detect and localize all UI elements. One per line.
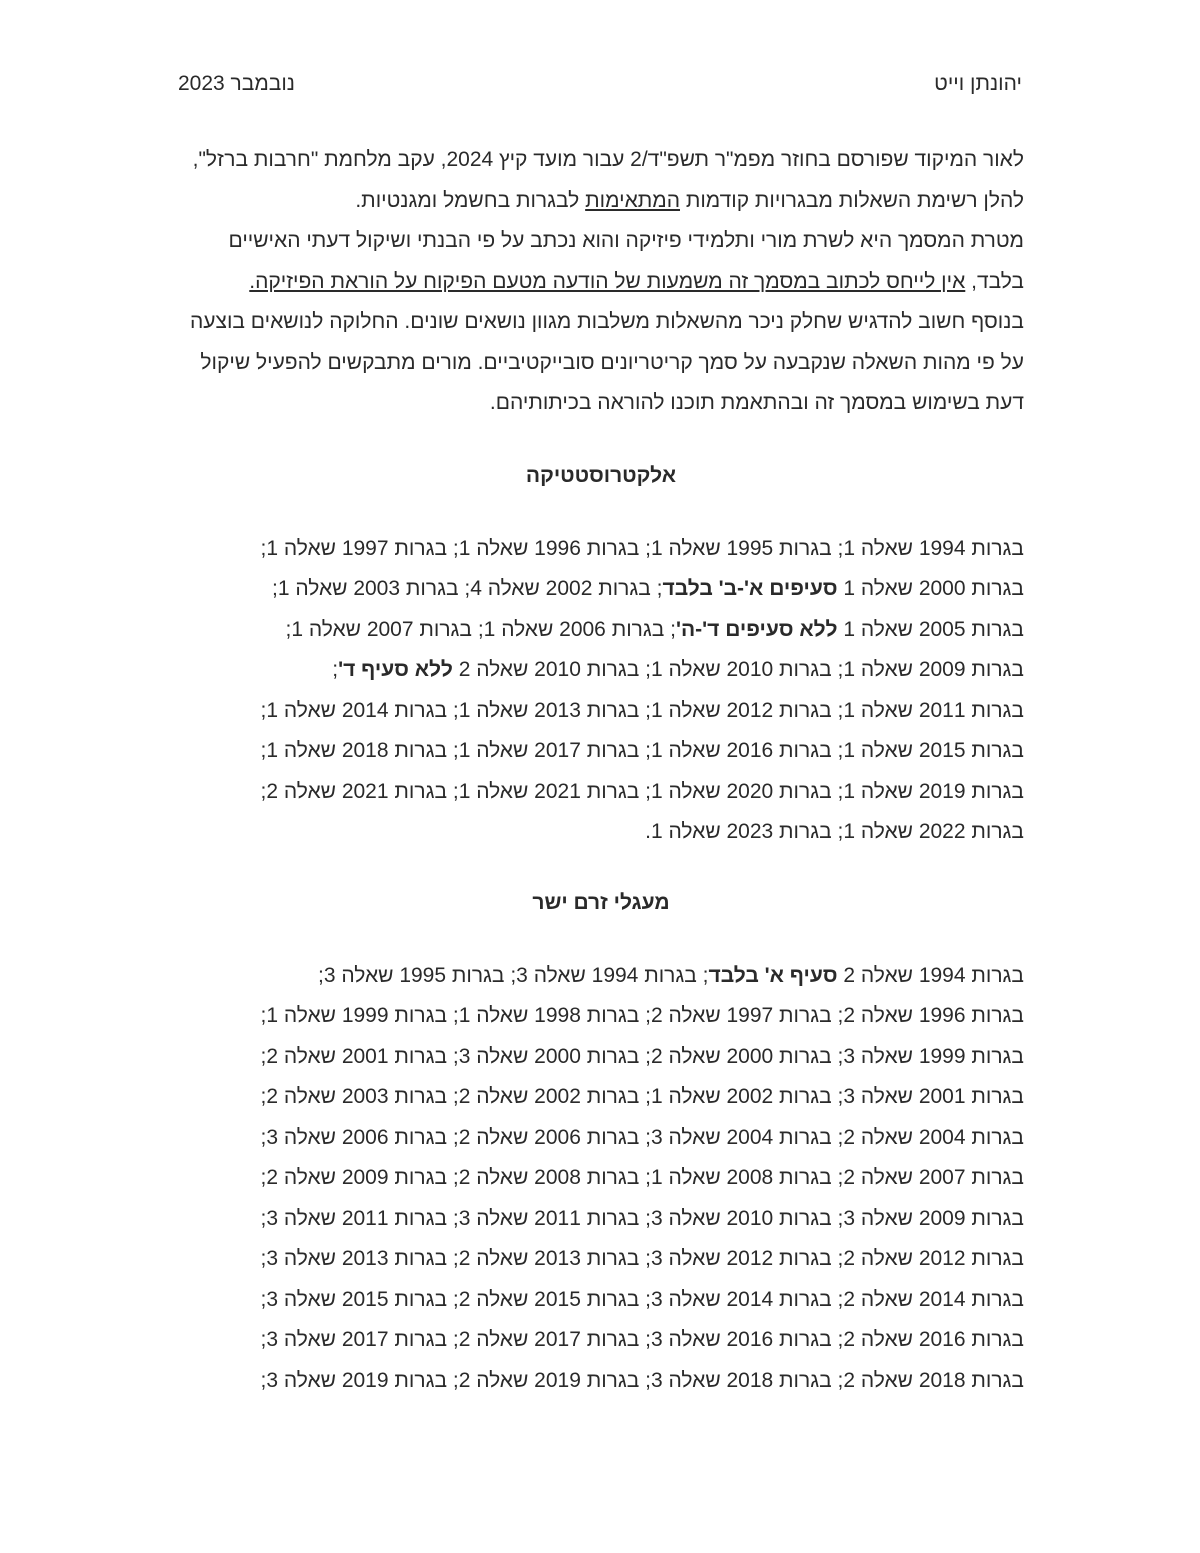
list-item-emphasis: סעיפים א'-ב' בלבד <box>662 577 838 600</box>
list-item <box>178 812 1024 853</box>
intro <box>178 140 1024 424</box>
intro-underlined: המתאימות <box>585 188 680 212</box>
list-item-emphasis: סעיף א' בלבד <box>708 963 838 987</box>
list-item-text: ; בגרות 1994 שאלה 3; בגרות 1995 שאלה 3; <box>318 963 709 987</box>
list-item-text: בגרות 2005 שאלה 1 <box>837 617 1024 641</box>
list-item-text: בגרות 1994 שאלה 1; בגרות 1995 שאלה 1; בגרות 1996 שאלה 1; בגרות 1997 שאלה 1; <box>260 536 1024 560</box>
list-item-emphasis: ללא סעיף ד' <box>338 658 453 681</box>
list-item <box>178 529 1024 570</box>
list-item-text: בגרות 1994 שאלה 2 <box>837 963 1024 987</box>
intro-text: לבגרות בחשמל ומגנטיות. <box>355 188 586 212</box>
list-item-text: בגרות 2011 שאלה 1; בגרות 2012 שאלה 1; בגרות 2013 שאלה 1; בגרות 2014 שאלה 1; <box>260 698 1024 722</box>
list-item-text: בגרות 2014 שאלה 2; בגרות 2014 שאלה 3; בגרות 2015 שאלה 2; בגרות 2015 שאלה 3; <box>260 1287 1024 1311</box>
list-item-text: בגרות 2009 שאלה 1; בגרות 2010 שאלה 1; בגרות 2010 שאלה 2 <box>452 658 1024 681</box>
list-item-text: בגרות 2012 שאלה 2; בגרות 2012 שאלה 3; בגרות 2013 שאלה 2; בגרות 2013 שאלה 3; <box>260 1247 1024 1270</box>
list-item <box>178 650 1024 691</box>
list-item-emphasis: ללא סעיפים ד'-ה' <box>676 617 838 641</box>
section-title-dc-circuits: מעגלי זרם ישר <box>532 890 670 914</box>
list-item <box>178 1199 1024 1240</box>
list-item <box>178 1077 1024 1118</box>
intro-paragraph-1 <box>178 140 1024 221</box>
electrostatics-list <box>178 529 1024 853</box>
list-item <box>178 691 1024 732</box>
list-item-text: בגרות 2016 שאלה 2; בגרות 2016 שאלה 3; בגרות 2017 שאלה 2; בגרות 2017 שאלה 3; <box>260 1328 1024 1351</box>
list-item <box>178 1280 1024 1321</box>
intro-paragraph-2 <box>178 221 1024 302</box>
list-item-text: ; <box>332 658 339 681</box>
list-item-text: בגרות 2000 שאלה 1 <box>837 577 1024 600</box>
list-item-text: בגרות 2007 שאלה 2; בגרות 2008 שאלה 1; בגרות 2008 שאלה 2; בגרות 2009 שאלה 2; <box>260 1166 1024 1189</box>
list-item <box>178 1158 1024 1199</box>
list-item-text: בגרות 2004 שאלה 2; בגרות 2004 שאלה 3; בגרות 2006 שאלה 2; בגרות 2006 שאלה 3; <box>260 1125 1024 1149</box>
list-item-text: בגרות 2001 שאלה 3; בגרות 2002 שאלה 1; בגרות 2002 שאלה 2; בגרות 2003 שאלה 2; <box>260 1085 1024 1108</box>
list-item <box>178 1118 1024 1159</box>
list-item-text: בגרות 2009 שאלה 3; בגרות 2010 שאלה 3; בגרות 2011 שאלה 3; בגרות 2011 שאלה 3; <box>260 1206 1024 1230</box>
section-title-electrostatics: אלקטרוסטטיקה <box>525 463 677 487</box>
intro-text: לאור המיקוד שפורסם בחוזר מפמ"ר תשפ"ד/2 עבור מועד קיץ 2024, עקב מלחמת "חרבות ברזל", להלן רשימת השאלות מבגרויות קודמות <box>192 148 1024 212</box>
list-item <box>178 731 1024 772</box>
dc-circuits-list <box>178 956 1024 1402</box>
intro-text: מטרת המסמך היא לשרת מורי ותלמידי פיזיקה והוא נכתב על פי הבנתי ושיקול דעתי האישיים בלבד, <box>228 229 1024 293</box>
list-item-text: בגרות 1999 שאלה 3; בגרות 2000 שאלה 2; בגרות 2000 שאלה 3; בגרות 2001 שאלה 2; <box>260 1044 1024 1068</box>
list-item <box>178 610 1024 651</box>
list-item <box>178 772 1024 813</box>
list-item-text: בגרות 2019 שאלה 1; בגרות 2020 שאלה 1; בגרות 2021 שאלה 1; בגרות 2021 שאלה 2; <box>260 779 1024 803</box>
list-item <box>178 996 1024 1037</box>
document-body <box>178 140 1024 1401</box>
list-item-text: בגרות 2022 שאלה 1; בגרות 2023 שאלה 1. <box>645 820 1024 843</box>
list-item <box>178 1239 1024 1280</box>
intro-paragraph-3: בנוסף חשוב להדגיש שחלק ניכר מהשאלות משלבות מגוון נושאים שונים. החלוקה לנושאים בוצעה על פי מהות השאלה שנקבעה על סמך קריטריונים סובייקטיביים. מורים מתבקשים להפעיל שיקול דעת בשימוש במסמך זה ובהתאמת תוכנו להוראה בכיתותיהם. <box>189 310 1024 414</box>
list-item-text: ; בגרות 2006 שאלה 1; בגרות 2007 שאלה 1; <box>285 617 676 641</box>
list-item <box>178 1037 1024 1078</box>
list-item-text: ; בגרות 2002 שאלה 4; בגרות 2003 שאלה 1; <box>272 577 663 600</box>
list-item <box>178 956 1024 997</box>
list-item-text: בגרות 1996 שאלה 2; בגרות 1997 שאלה 2; בגרות 1998 שאלה 1; בגרות 1999 שאלה 1; <box>260 1004 1024 1027</box>
list-item-text: בגרות 2015 שאלה 1; בגרות 2016 שאלה 1; בגרות 2017 שאלה 1; בגרות 2018 שאלה 1; <box>260 739 1024 762</box>
intro-disclaimer: אין לייחס לכתוב במסמך זה משמעות של הודעה מטעם הפיקוח על הוראת הפיזיקה. <box>249 269 966 293</box>
list-item <box>178 1361 1024 1402</box>
list-item <box>178 1320 1024 1361</box>
header-date: נובמבר 2023 <box>178 72 295 95</box>
list-item <box>178 569 1024 610</box>
list-item-text: בגרות 2018 שאלה 2; בגרות 2018 שאלה 3; בגרות 2019 שאלה 2; בגרות 2019 שאלה 3; <box>260 1368 1024 1392</box>
header-author: יהונתן וייט <box>934 72 1022 95</box>
